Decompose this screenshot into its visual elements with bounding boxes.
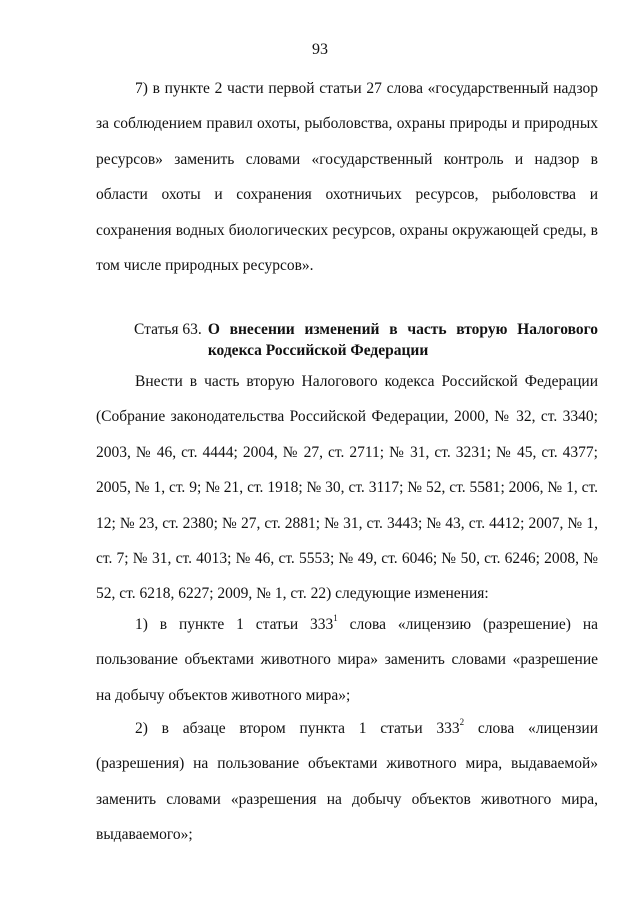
article-label: Статья 63. xyxy=(134,321,202,338)
item-1-text-start: 1) в пункте 1 статьи 333 xyxy=(135,616,334,633)
article-heading xyxy=(134,319,598,361)
amendment-item-7: 7) в пункте 2 части первой статьи 27 слова «государственный надзор за соблюдением правил охоты, рыболовства, охраны природы и природных ресурсов» заменить словами «государственный контроль и надзор в области охоты и сохранения охотничьих ресурсов, рыболовства и сохранения водных биологических ресурсов, охраны окружающей среды, в том числе природных ресурсов». xyxy=(96,80,598,275)
article-intro-paragraph: Внести в часть вторую Налогового кодекса Российской Федерации (Собрание законодательства Российской Федерации, 2000, № 32, ст. 3340; 2003, № 46, ст. 4444; 2004, № 27, ст. 2711; № 31, ст. 3231; № 45, ст. 4377; 2005, № 1, ст. 9; № 21, ст. 1918; № 30, ст. 3117; № 52, ст. 5581; 2006, № 1, ст. 12; № 23, ст. 2380; № 27, ст. 2881; № 31, ст. 3443; № 43, ст. 4412; 2007, № 1, ст. 7; № 31, ст. 4013; № 46, ст. 5553; № 49, ст. 6046; № 50, ст. 6246; 2008, № 52, ст. 6218, 6227; 2009, № 1, ст. 22) следующие изменения: xyxy=(96,373,598,603)
page-number: 93 xyxy=(312,41,328,58)
amendment-item-2 xyxy=(96,711,598,853)
amendment-item-1 xyxy=(96,607,598,713)
item-2-text-end: слова «лицензии (разрешения) на пользование объектами животного мира, выдаваемой» заменить словами «разрешения на добычу объектов животного мира, выдаваемого»; xyxy=(96,720,598,844)
item-1-text-end: слова «лицензию (разрешение) на пользование объектами животного мира» заменить словами «разрешение на добычу объектов животного мира»; xyxy=(96,616,598,704)
article-title: О внесении изменений в часть вторую Налогового кодекса Российской Федерации xyxy=(207,321,598,359)
item-2-superscript: 2 xyxy=(459,716,465,727)
item-2-text-start: 2) в абзаце втором пункта 1 статьи 333 xyxy=(135,720,460,737)
item-1-superscript: 1 xyxy=(333,612,338,623)
